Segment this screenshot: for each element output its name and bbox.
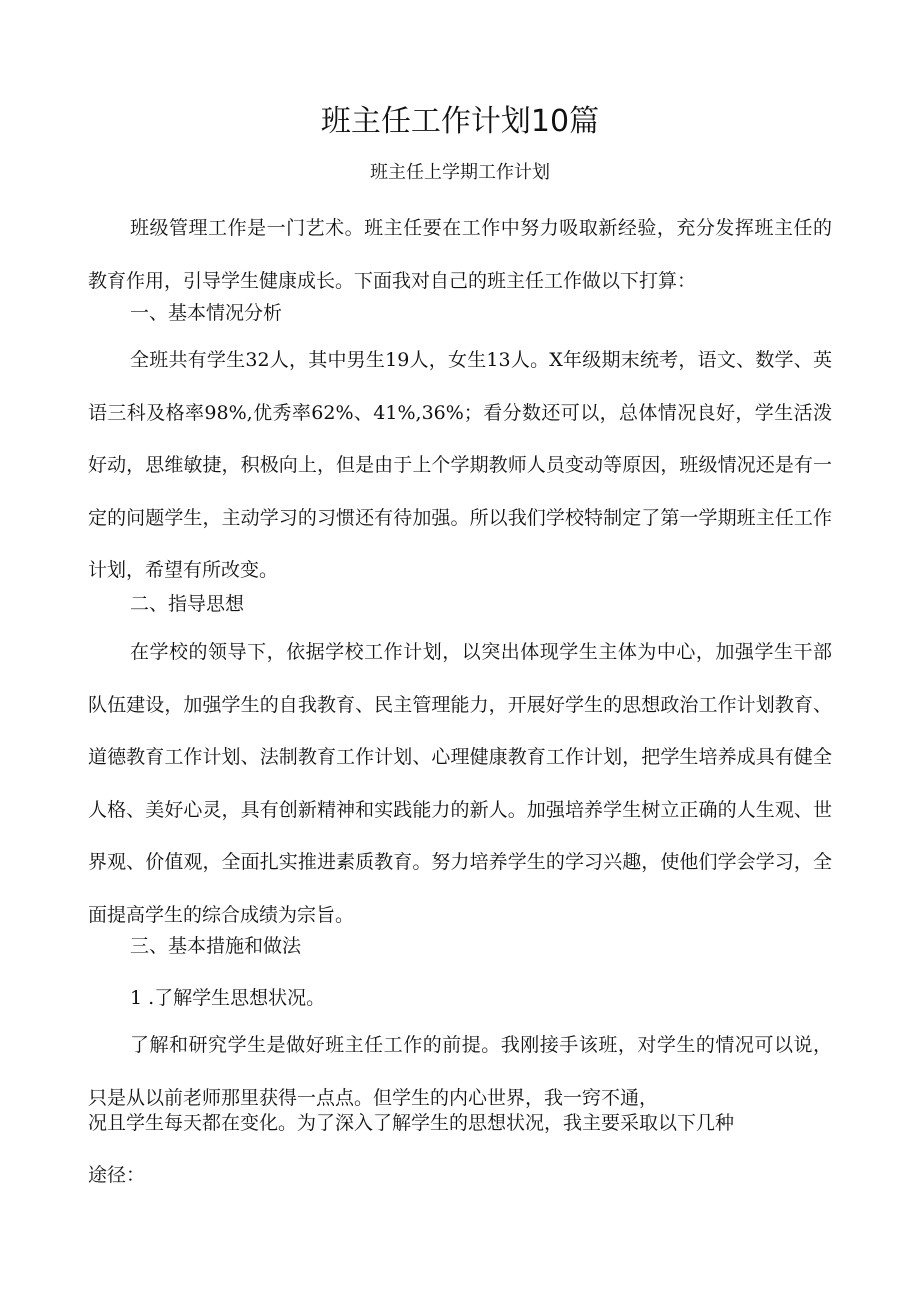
document-title: 班主任工作计划10篇 — [320, 104, 600, 139]
item1-paragraph: 了解和研究学生是做好班主任工作的前提。我刚接手该班，对学生的情况可以说，只是从以前老师那里获得一点点。但学生的内心世界，我一窍不通， — [88, 1034, 832, 1109]
item1-heading: 1 .了解学生思想状况。 — [130, 987, 326, 1009]
item1-line3: 途径： — [88, 1164, 146, 1186]
section2-paragraph: 在学校的领导下，依据学校工作计划，以突出体现学生主体为中心，加强学生干部队伍建设，加强学生的自我教育、民主管理能力，开展好学生的思想政治工作计划教育、道德教育工作计划、法制教育工作计划、心理健康教育工作计划，把学生培养成具有健全人格、美好心灵，具有创新精神和实践能力的新人。加强培养学生树立正确的人生观、世界观、价值观，全面扎实推进素质教育。努力培养学生的学习兴趣，使他们学会学习，全面提高学生的综合成绩为宗旨。 — [88, 641, 832, 926]
section3-heading: 三、基本措施和做法 — [130, 935, 302, 957]
section2-heading: 二、指导思想 — [130, 593, 245, 615]
section1-heading: 一、基本情况分析 — [130, 302, 283, 324]
intro-paragraph: 班级管理工作是一门艺术。班主任要在工作中努力吸取新经验，充分发挥班主任的教育作用，引导学生健康成长。下面我对自己的班主任工作做以下打算： — [88, 217, 832, 292]
item1-line2: 况且学生每天都在变化。为了深入了解学生的思想状况，我主要采取以下几种 — [88, 1112, 735, 1134]
document-subtitle: 班主任上学期工作计划 — [370, 162, 550, 183]
section1-paragraph: 全班共有学生32人，其中男生19人，女生13人。X年级期末统考，语文、数学、英语三科及格率98%,优秀率62%、41%,36%；看分数还可以，总体情况良好，学生活泼好动，思维敏捷，积极向上，但是由于上个学期教师人员变动等原因，班级情况还是有一定的问题学生，主动学习的习惯还有待加强。所以我们学校特制定了第一学期班主任工作计划，希望有所改变。 — [88, 349, 832, 581]
